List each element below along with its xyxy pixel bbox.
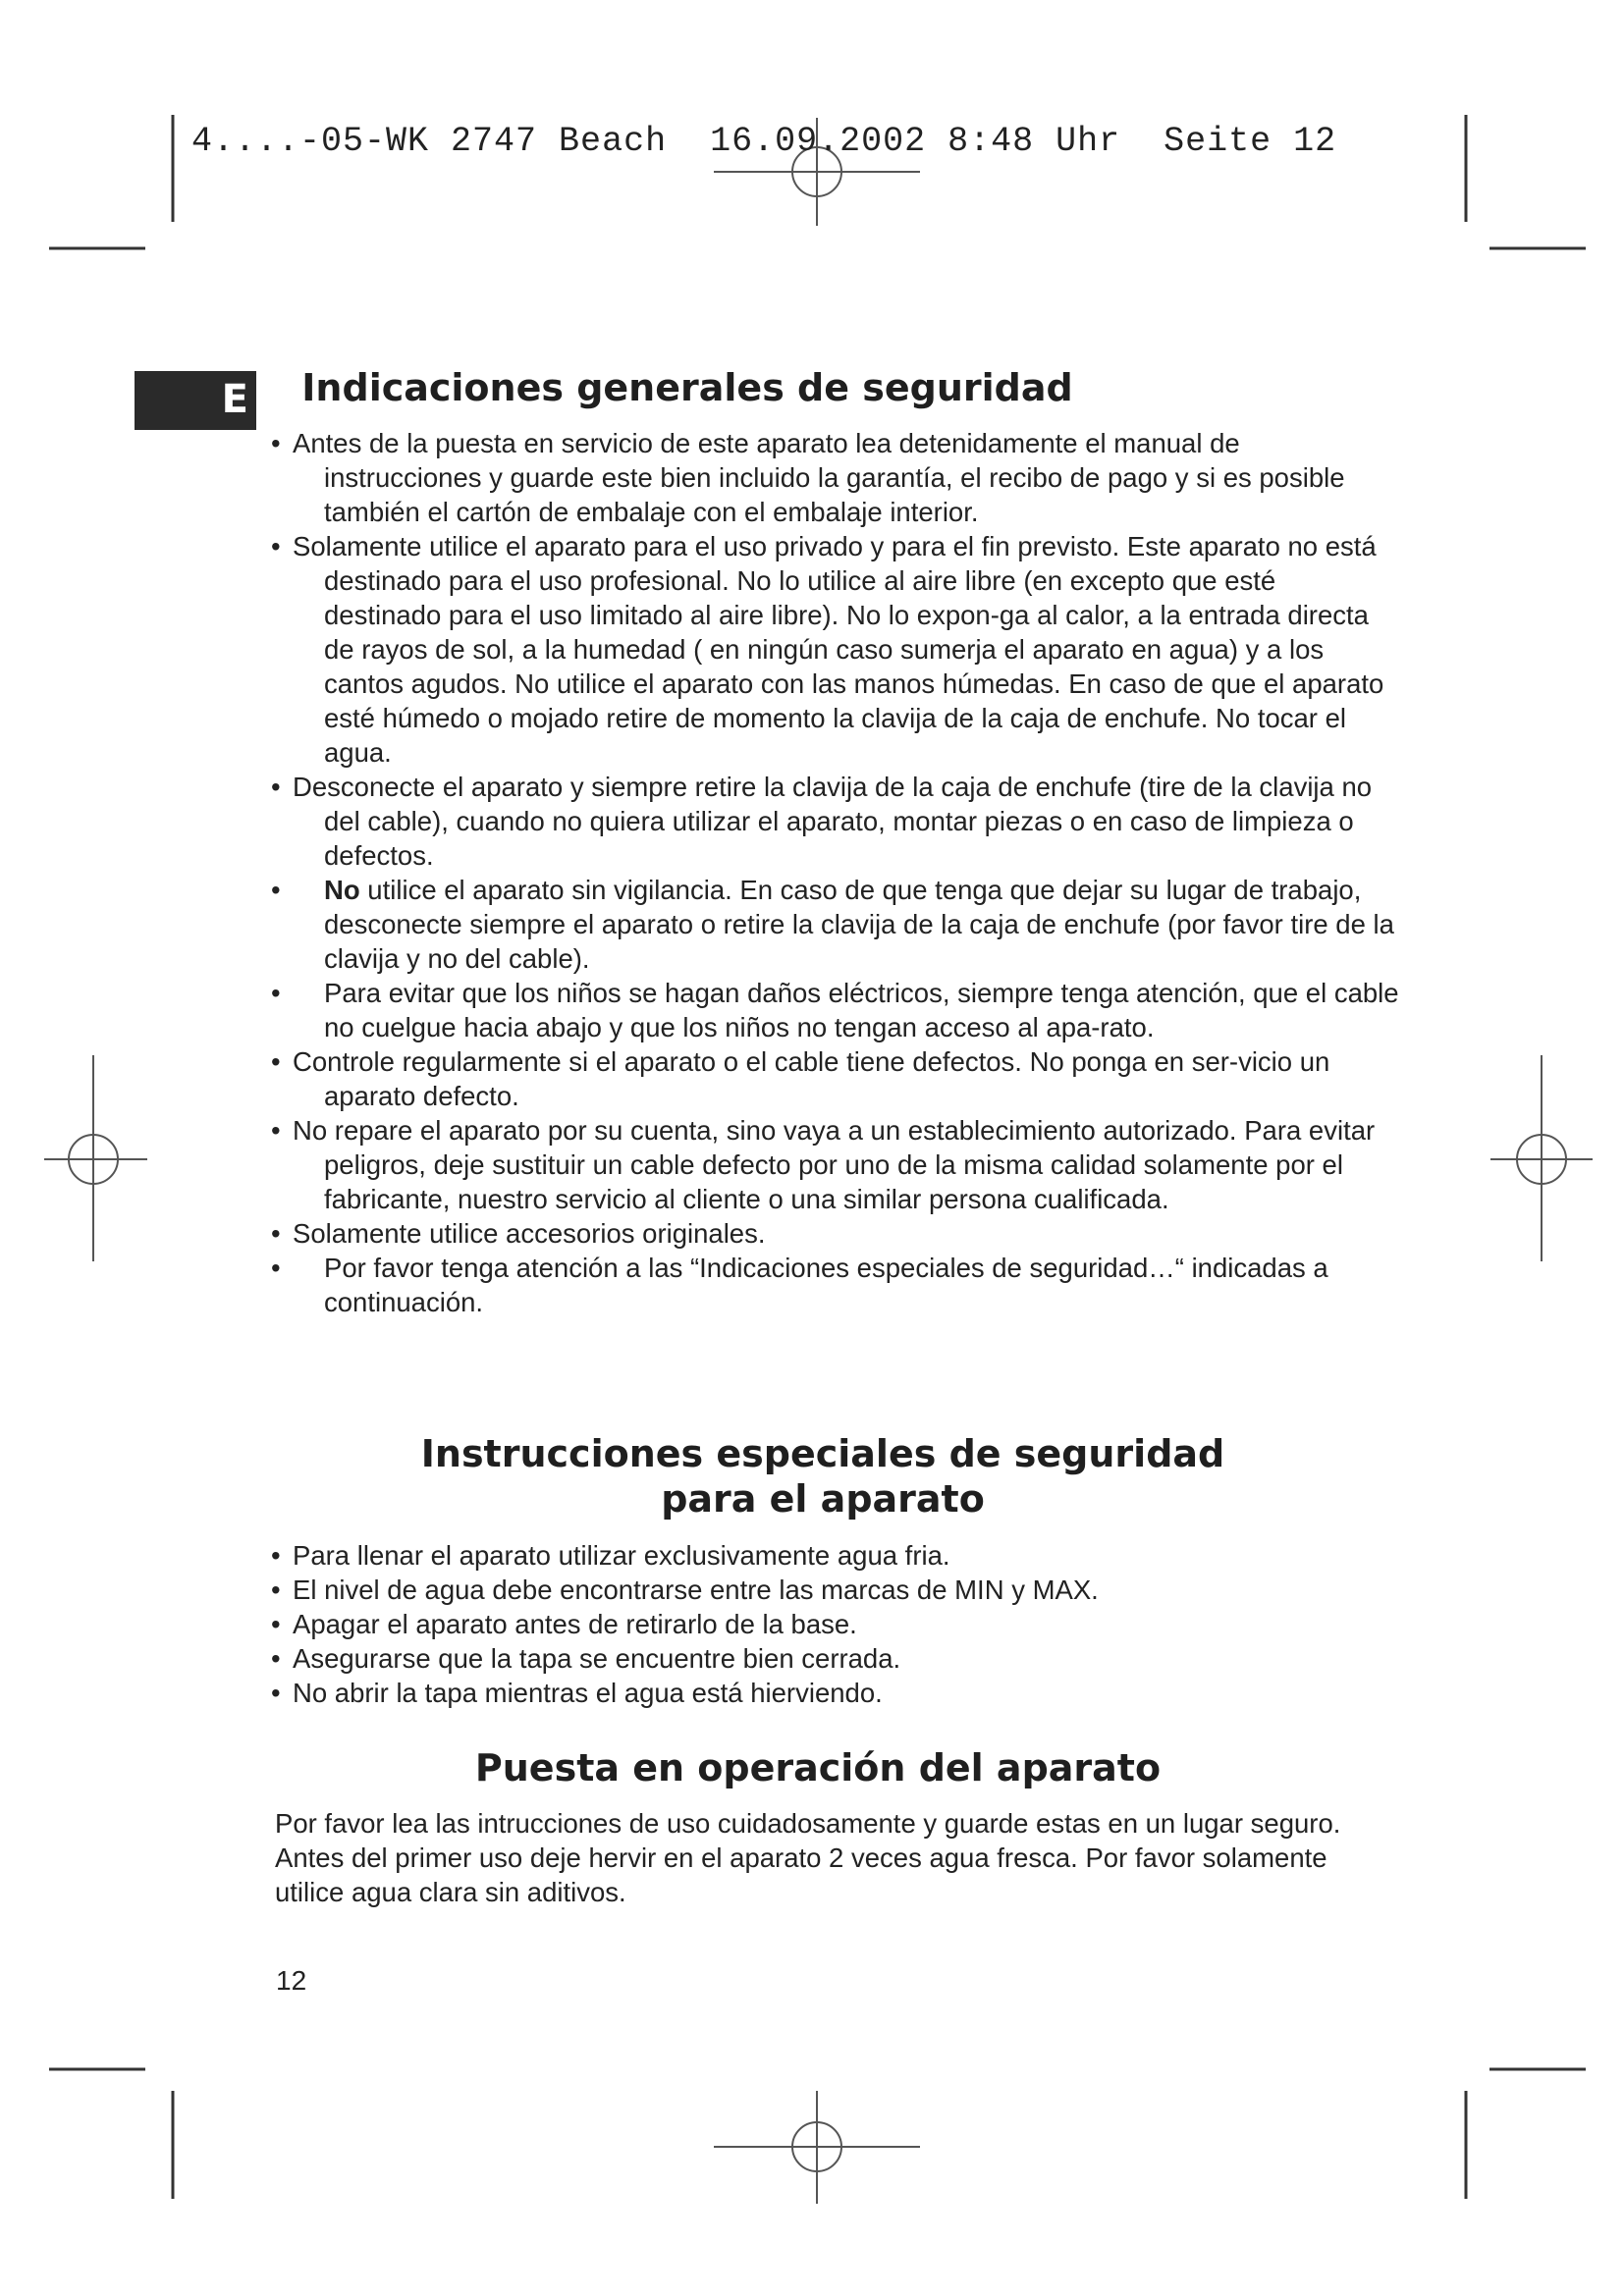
- bullet: •: [271, 1253, 281, 1283]
- page-number: 12: [276, 1965, 307, 1996]
- bullet: •: [271, 772, 281, 802]
- section-title-special-safety-line2: para el aparato: [661, 1477, 985, 1521]
- list-item-text: Desconecte el aparato y siempre retire la clavija de la caja de enchufe (tire de la clavija no del cable), cuando no quiera utilizar el aparato, montar piezas o en caso de limpieza o defectos.: [293, 772, 1373, 871]
- list-item: [271, 1251, 1400, 1319]
- printer-slug-line: 4....-05-WK 2747 Beach 16.09.2002 8:48 Uhr Seite 12: [191, 122, 1337, 161]
- language-tab-label: E: [221, 377, 248, 422]
- registration-mark-left: [44, 1055, 147, 1261]
- section-title-special-safety-line1: Instrucciones especiales de seguridad: [420, 1432, 1225, 1475]
- bullet: •: [271, 1540, 281, 1571]
- bullet: •: [271, 1643, 281, 1674]
- operation-paragraph: Por favor lea las intrucciones de uso cuidadosamente y guarde estas en un lugar seguro. Antes del primer uso deje hervir en el aparato 2 veces agua fresca. Por favor solamente utilice agua clara sin aditivos.: [275, 1808, 1341, 1907]
- list-item: [271, 1676, 1400, 1710]
- list-item: [271, 1538, 1400, 1573]
- list-item: [271, 1573, 1400, 1607]
- registration-mark-bottom: [714, 2091, 920, 2204]
- registration-mark-right: [1490, 1055, 1593, 1261]
- section-title-special-safety: [0, 1431, 1624, 1522]
- list-item-text: Para evitar que los niños se hagan daños eléctricos, siempre tenga atención, que el cable no cuelgue hacia abajo y que los niños no tengan acceso al apa-rato.: [324, 978, 1399, 1042]
- bullet: •: [271, 531, 281, 561]
- list-item-text: Solamente utilice accesorios originales.: [293, 1218, 766, 1249]
- list-item: [271, 426, 1400, 529]
- list-item-text: utilice el aparato sin vigilancia. En caso de que tenga que dejar su lugar de trabajo, desconecte siempre el aparato o retire la clavija de la caja de enchufe (por favor tire de la clavija y no del cable).: [324, 875, 1394, 974]
- bullet: •: [271, 1575, 281, 1605]
- bullet: •: [271, 1609, 281, 1639]
- list-item-text: Por favor tenga atención a las “Indicaciones especiales de seguridad…“ indicadas a continuación.: [324, 1253, 1328, 1317]
- list-item: [271, 529, 1400, 770]
- bullet: •: [271, 1218, 281, 1249]
- bullet: •: [271, 875, 281, 905]
- bullet: •: [271, 428, 281, 458]
- section-title-general-safety: Indicaciones generales de seguridad: [301, 366, 1073, 409]
- list-item: [271, 770, 1400, 873]
- list-item: [271, 1641, 1400, 1676]
- list-item: [271, 976, 1400, 1044]
- list-item-text: Controle regularmente si el aparato o el cable tiene defectos. No ponga en ser-vicio un aparato defecto.: [293, 1046, 1330, 1111]
- list-item-text: El nivel de agua debe encontrarse entre las marcas de MIN y MAX.: [293, 1575, 1099, 1605]
- list-item-lead: No: [324, 875, 360, 905]
- list-item-text: Para llenar el aparato utilizar exclusivamente agua fria.: [293, 1540, 950, 1571]
- list-item-text: Asegurarse que la tapa se encuentre bien cerrada.: [293, 1643, 901, 1674]
- list-item-text: No repare el aparato por su cuenta, sino vaya a un establecimiento autorizado. Para evitar peligros, deje sustituir un cable defecto por uno de la misma calidad solamente por el fabricante, nuestro servicio al cliente o una similar persona cualificada.: [293, 1115, 1376, 1214]
- list-item: [271, 1044, 1400, 1113]
- bullet: •: [271, 1115, 281, 1146]
- list-item: [271, 1216, 1400, 1251]
- special-safety-list: [271, 1538, 1400, 1710]
- list-item: [271, 1607, 1400, 1641]
- list-item-text: Antes de la puesta en servicio de este aparato lea detenidamente el manual de instrucciones y guarde este bien incluido la garantía, el recibo de pago y si es posible también el cartón de embalaje con el embalaje interior.: [293, 428, 1345, 527]
- list-item: [271, 1113, 1400, 1216]
- list-item-text: Solamente utilice el aparato para el uso privado y para el fin previsto. Este aparato no está destinado para el uso profesional. No lo utilice al aire libre (en excepto que esté destinado para el uso limitado al aire libre). No lo expon-ga al calor, a la entrada directa de rayos de sol, a la humedad ( en ningún caso sumerja el aparato en agua) y a los cantos agudos. No utilice el aparato con las manos húmedas. En caso de que el aparato esté húmedo o mojado retire de momento la clavija de la caja de enchufe. No tocar el agua.: [293, 531, 1384, 768]
- list-item-text: No abrir la tapa mientras el agua está hierviendo.: [293, 1678, 883, 1708]
- list-item: [271, 873, 1400, 976]
- section-title-operation: Puesta en operación del aparato: [474, 1746, 1162, 1789]
- bullet: •: [271, 1678, 281, 1708]
- bullet: •: [271, 978, 281, 1008]
- general-safety-list: [271, 426, 1400, 1319]
- list-item-text: Apagar el aparato antes de retirarlo de la base.: [293, 1609, 857, 1639]
- bullet: •: [271, 1046, 281, 1077]
